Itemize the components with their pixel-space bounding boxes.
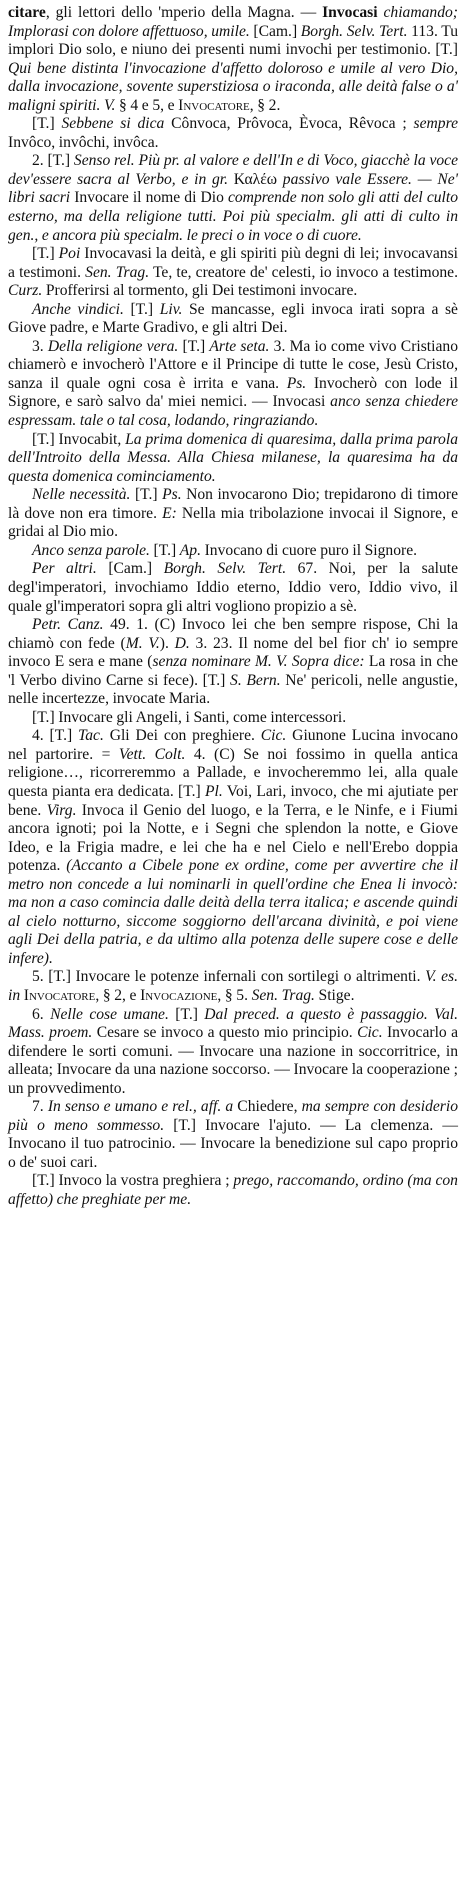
text-segment: Della religione vera. <box>47 337 179 355</box>
text-segment: ). <box>159 634 175 652</box>
text-segment: Cônvoca, Prôvoca, Èvoca, Rêvoca ; <box>164 115 414 133</box>
text-segment: § 4 e 5, e <box>115 96 179 114</box>
text-segment: 3. <box>32 337 48 355</box>
entry-paragraph <box>8 709 458 728</box>
text-segment: [T.] Invocare gli Angeli, i Santi, come intercessori. <box>32 708 347 726</box>
text-segment: Nella mia tribolazione invocai il Signore, e gridai al Dio mio. <box>8 504 458 541</box>
text-segment: Καλέω <box>228 170 283 188</box>
text-segment: 2. [T.] <box>32 152 74 170</box>
text-segment: M. V. <box>125 634 160 652</box>
text-segment: Invocasi <box>322 4 384 21</box>
entry-paragraph <box>8 4 458 115</box>
text-segment: Borgh. Selv. Tert. <box>300 22 408 40</box>
text-segment: Anche vindici. <box>32 300 124 318</box>
text-segment: Invocare il nome di Dio <box>70 189 228 207</box>
text-segment: Anco senza parole. <box>32 541 150 559</box>
text-segment: [T.] <box>168 1005 205 1023</box>
text-segment: [Cam.] <box>96 560 164 578</box>
text-segment: prego, raccomando, ordino (ma con affetto) che preghiate per me. <box>8 1172 458 1208</box>
text-segment: Invôco, invôchi, invôca. <box>8 133 159 151</box>
text-segment: Liv. <box>159 300 183 318</box>
text-segment: 113. Tu implori Dio solo, e niuno dei presenti numi invochi per testimonio. [T.] <box>8 22 458 59</box>
text-segment: Virg. <box>46 801 77 819</box>
text-segment: 67. Noi, per la salute degl'imperatori, invochiamo Iddio eterno, Iddio vero, Iddio vivo, il quale gl'imperatori sopra gli altri vogliono propizio a sè. <box>8 560 458 615</box>
text-segment: La rosa in che 'l Verbo divino Carne si fece). [T.] <box>8 653 458 689</box>
text-segment: [T.] Invocare l'ajuto. — La clemenza. — Invocano il tuo patrocinio. — Invocare la benedizione sul capo proprio o de' suoi cari. <box>8 1116 459 1171</box>
text-segment: [T.] <box>149 541 180 559</box>
text-segment: Sen. Trag. <box>251 986 315 1004</box>
text-segment: Profferirsi al tormento, gli Dei testimoni invocare. <box>42 282 358 300</box>
text-segment: 3. Ma io come vivo Cristiano chiamerò e invocherò l'Attore e il Principe di tutte le cose, Jesù Cristo, sanza il quale ogni cosa è irrita e vana. <box>8 337 458 392</box>
text-segment: Nelle necessità. <box>32 486 131 504</box>
text-segment: E: <box>162 504 177 522</box>
text-segment: [T.] <box>123 300 160 318</box>
entry-paragraph <box>8 968 458 1005</box>
text-segment: 5. [T.] Invocare le potenze infernali con sortilegi o altrimenti. <box>32 968 426 986</box>
text-segment: Stige. <box>314 986 355 1004</box>
text-segment: Invoca il Genio del luogo, e la Terra, e le Ninfe, e i Fiumi ancora ignoti; poi la Notte, e i Segni che splendon la notte, e Giove Ideo, e la Frigia madre, e lei che ha e nel Cielo e nell'Erebo doppia potenza. <box>8 801 458 875</box>
text-segment: Te, te, creatore de' celesti, io invoco a testimone. <box>149 263 458 281</box>
text-segment: 7. <box>32 1098 48 1116</box>
text-segment: Petr. Canz. <box>32 616 104 634</box>
text-segment: [T.] Invocabit, <box>32 430 126 448</box>
text-segment: Senso rel. Più pr. al valore e dell'In e di Voco, giacchè la voce dev'essere sacra al Verbo, e in gr. <box>8 152 459 188</box>
text-segment: Cesare se invoco a questo mio principio. <box>92 1024 358 1042</box>
text-segment: Nelle cose umane. <box>50 1005 169 1023</box>
text-segment: senza nominare M. V. Sopra dice: <box>152 653 365 671</box>
text-segment: [T.] <box>32 245 59 263</box>
text-segment: [T.] <box>130 486 163 504</box>
text-segment: Poi <box>58 245 81 263</box>
entry-paragraph <box>8 301 458 338</box>
entry-paragraph <box>8 431 458 487</box>
text-segment: Tac. <box>78 727 104 745</box>
text-segment: Sebbene si dica <box>61 115 165 133</box>
text-segment: sempre <box>413 115 458 133</box>
text-segment: D. <box>174 634 190 652</box>
entry-paragraph <box>8 338 458 431</box>
entry-paragraph <box>8 486 458 542</box>
text-segment: Qui bene distinta l'invocazione d'affetto doloroso e umile al vero Dio, dalla invocazione, sovente superstiziosa o iraconda, alle deità false o a' maligni spiriti. V. <box>8 59 458 114</box>
text-segment: 4. [T.] <box>32 727 79 745</box>
text-segment: comprende non solo gli atti del culto esterno, ma della religione tutti. Poi più specialm. gli atti di culto in gen., e ancora più specialm. le preci o in voce o di cuore. <box>8 189 458 244</box>
entry-paragraph <box>8 1098 458 1172</box>
text-segment: Gli Dei con preghiere. <box>103 727 261 745</box>
text-segment: Ap. <box>179 541 202 559</box>
text-segment: Arte seta. <box>209 337 270 355</box>
text-segment: Giunone Lucina invocano nel partorire. = <box>8 727 458 763</box>
text-segment: chiamando; Implorasi con dolore affettuoso, umile. <box>8 4 458 40</box>
text-segment: V. es. in <box>8 968 458 1004</box>
entry-paragraph <box>8 1006 458 1099</box>
text-segment: Ps. <box>286 374 307 392</box>
entry-paragraph <box>8 560 458 616</box>
text-segment: Invocarlo a difendere le sorti comuni. — Invocare una nazione in soccorritrice, in alleata; Invocare da una nazione soccorso. — Invocare la cooperazione ; un provvedimento. <box>8 1024 458 1097</box>
text-segment: Borgh. Selv. Tert. <box>163 560 287 578</box>
text-segment: Non invocarono Dio; trepidarono di timore là dove non era timore. <box>8 486 458 522</box>
text-segment: Per altri. <box>32 560 97 578</box>
text-segment: Cic. <box>260 727 287 745</box>
text-segment: passivo vale Essere. — Ne' libri sacri <box>8 170 458 207</box>
text-segment: La prima domenica di quaresima, dalla prima parola dell'Introito della Messa. Alla Chiesa milanese, la quaresima ha da questa domenica cominciamento. <box>8 430 458 485</box>
text-segment: [T.] <box>32 115 62 133</box>
entry-paragraph <box>8 542 458 561</box>
text-segment: citare <box>8 4 46 21</box>
text-segment: Invocatore <box>23 986 96 1004</box>
entry-paragraph <box>8 616 458 709</box>
text-segment: Invocazione <box>140 986 218 1004</box>
text-segment: Voi, Lari, invoco, che mi ajutiate per bene. <box>8 782 458 819</box>
text-segment: Chiedere, <box>233 1098 302 1116</box>
text-segment: Invocavasi la deità, e gli spiriti più degni di lei; invocavansi a testimoni. <box>8 245 458 281</box>
text-segment: ma sempre con desiderio più o meno sommesso. <box>8 1098 458 1134</box>
text-segment: 3. 23. Il nome del bel fior ch' io sempre invoco E sera e mane ( <box>8 634 458 671</box>
text-segment: Dal preced. a questo è passaggio. Val. Mass. proem. <box>8 1005 458 1042</box>
text-segment: anco senza chiedere espressam. tale o tal cosa, lodando, ringraziando. <box>8 393 459 430</box>
text-segment: Se mancasse, egli invoca irati sopra a sè Giove padre, e Marte Gradivo, e gli altri Dei. <box>8 300 458 337</box>
text-segment: In senso e umano e rel., aff. a <box>47 1098 234 1116</box>
text-segment: Cic. <box>357 1024 383 1042</box>
text-segment: , § 2, e <box>95 986 141 1004</box>
entry-paragraph <box>8 115 458 152</box>
text-segment: 49. 1. (C) Invoco lei che ben sempre rispose, Chi la chiamò con fede ( <box>8 616 458 652</box>
text-segment: S. Bern. <box>230 671 281 689</box>
text-segment: Vett. Colt. <box>118 745 186 763</box>
text-segment: (Accanto a Cibele pone ex ordine, come per avvertire che il metro non concede a lui nominarli in quell'ordine che Enea li invocò: ma non a caso comincia dalle deità della terra italica; e ascende quindi al cielo notturno, siccome soggiorno dell'arcana divinità, e poi viene agli Dei della patria, e da ultimo alla potenza delle supere cose e delle infere). <box>8 857 459 967</box>
text-segment: Invocano di cuore puro il Signore. <box>201 541 418 559</box>
text-segment: [Cam.] <box>249 22 301 40</box>
text-segment: Ne' pericoli, nelle angustie, nelle incertezze, invocate Maria. <box>8 671 458 708</box>
text-segment: 6. <box>32 1005 51 1023</box>
text-segment: [T.] <box>178 337 210 355</box>
entry-paragraph <box>8 727 458 968</box>
text-segment: Pl. <box>204 782 223 800</box>
text-segment: Ps. <box>162 486 182 504</box>
text-segment: Sen. Trag. <box>85 263 150 281</box>
text-segment: 4. (C) Se noi fossimo in quella antica religione…, ricorreremmo a Pallade, e invocheremmo lei, alla quale questa pianta era dedicata. [T.] <box>8 745 458 800</box>
text-segment: Curz. <box>8 282 43 300</box>
text-segment: Invocherò con lode il Signore, e sarò salvo da' miei nemici. — Invocasi <box>8 374 458 411</box>
entry-paragraph <box>8 1172 458 1209</box>
text-segment: [T.] Invoco la vostra preghiera ; <box>32 1172 234 1190</box>
text-segment: , gli lettori dello 'mperio della Magna. — <box>45 4 323 21</box>
entry-paragraph <box>8 245 458 301</box>
text-segment: Invocatore <box>178 96 250 114</box>
text-segment: , § 5. <box>217 986 252 1004</box>
text-segment: , § 2. <box>249 96 281 114</box>
entry-paragraph <box>8 152 458 245</box>
